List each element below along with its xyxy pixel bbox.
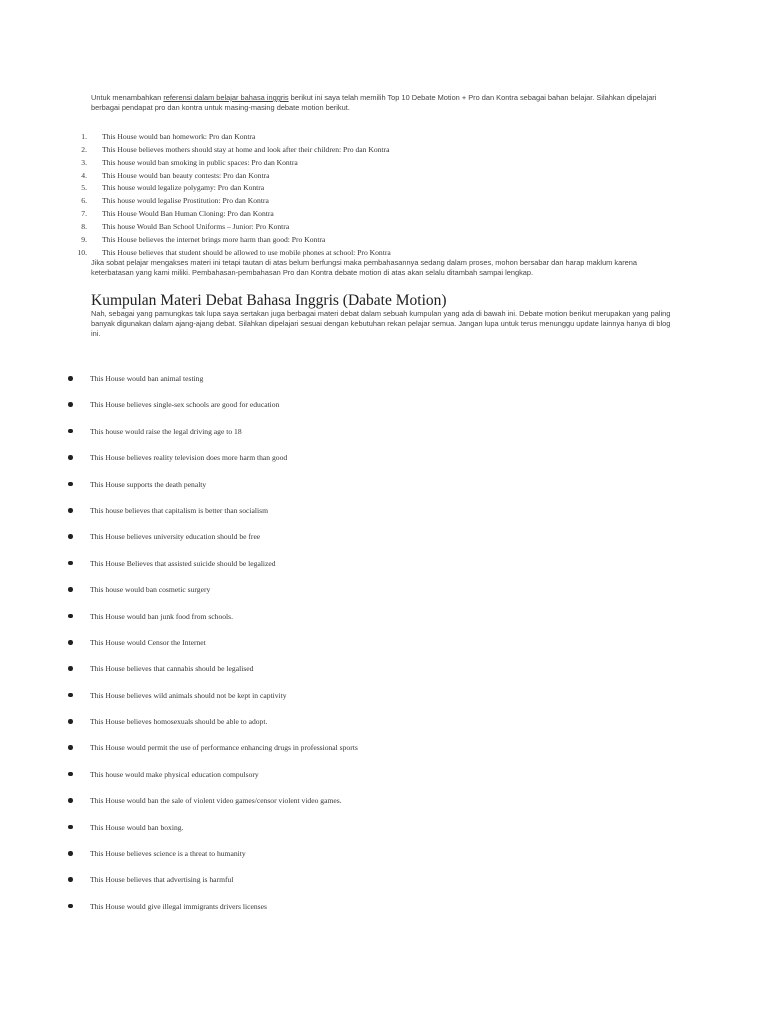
bullet-icon [68, 719, 73, 724]
item-number: 4. [81, 170, 87, 180]
intro-text-before-link: Untuk menambahkan [91, 93, 164, 102]
motion-text: This House would ban junk food from schools. [90, 611, 234, 621]
item-number: 10. [77, 247, 87, 257]
item-text: This house would legalise Prostitution: Pro dan Kontra [102, 196, 269, 206]
bullet-icon [68, 772, 73, 777]
motion-item [60, 770, 680, 796]
bullet-icon [68, 402, 73, 407]
list-item[interactable] [70, 131, 690, 144]
motion-text: This house would make physical education compulsory [90, 769, 259, 779]
motion-text: This House Believes that assisted suicide should be legalized [90, 558, 276, 568]
motion-text: This House would ban the sale of violent video games/censor violent video games. [90, 796, 342, 806]
bullet-icon [68, 693, 73, 698]
intro-text-after-link: berikut ini saya telah memilih Top 10 Debate Motion + Pro dan Kontra sebagai bahan belajar. Silahkan dipelajari berbagai pendapat pro dan kontra untuk masing-masing debate motion berikut. [91, 93, 657, 112]
bullet-icon [68, 455, 73, 460]
motion-item [60, 559, 680, 585]
motion-text: This House believes wild animals should not be kept in captivity [90, 690, 287, 700]
motion-text: This House believes homosexuals should be able to adopt. [90, 717, 268, 727]
item-text: This house would ban smoking in public spaces: Pro dan Kontra [102, 157, 298, 167]
motion-item [60, 585, 680, 611]
motion-text: This House would ban boxing. [90, 822, 184, 832]
motion-item [60, 400, 680, 426]
list-item[interactable] [70, 157, 690, 170]
reference-link[interactable]: referensi dalam belajar bahasa inggris [163, 93, 289, 102]
motion-text: This House believes reality television does more harm than good [90, 453, 288, 463]
motion-item [60, 849, 680, 875]
motion-text: This House believes that advertising is harmful [90, 875, 234, 885]
motion-text: This House believes single-sex schools are good for education [90, 400, 280, 410]
list-item[interactable] [70, 234, 690, 247]
item-number: 6. [81, 196, 87, 206]
bullet-icon [68, 561, 73, 566]
motion-text: This House would ban animal testing [90, 374, 204, 383]
motion-text: This House believes science is a threat to humanity [90, 849, 246, 859]
item-text: This House believes the internet brings more harm than good: Pro Kontra [102, 234, 326, 244]
item-number: 8. [81, 221, 87, 231]
list-item[interactable] [70, 208, 690, 221]
item-number: 2. [81, 144, 87, 154]
item-text: This House believes mothers should stay at home and look after their children: Pro dan Kontra [102, 144, 390, 154]
bullet-icon [68, 614, 73, 619]
section-heading: Kumpulan Materi Debat Bahasa Inggris (Dabate Motion) [91, 292, 447, 309]
bullet-icon [68, 640, 73, 645]
item-number: 1. [81, 132, 87, 141]
motion-item [60, 427, 680, 453]
item-text: This House Would Ban Human Cloning: Pro dan Kontra [102, 209, 274, 219]
motion-item [60, 453, 680, 479]
motion-text: This House supports the death penalty [90, 479, 207, 489]
list-item[interactable] [70, 182, 690, 195]
motion-text: This House believes university education should be free [90, 532, 261, 542]
motion-item [60, 638, 680, 664]
item-number: 3. [81, 157, 87, 167]
debate-motion-list [60, 374, 680, 928]
motion-text: This House would Censor the Internet [90, 637, 206, 647]
motion-item [60, 374, 680, 400]
item-text: This House would ban beauty contests: Pro dan Kontra [102, 170, 270, 180]
motion-item [60, 480, 680, 506]
bullet-icon [68, 798, 73, 803]
motion-item [60, 664, 680, 690]
motion-item [60, 902, 680, 928]
motion-text: This house would ban cosmetic surgery [90, 585, 211, 595]
motion-text: This House believes that cannabis should be legalised [90, 664, 254, 674]
motion-text: This house believes that capitalism is better than socialism [90, 505, 268, 515]
bullet-icon [68, 745, 73, 750]
item-text: This house Would Ban School Uniforms – Junior: Pro Kontra [102, 221, 290, 231]
motion-item [60, 717, 680, 743]
bullet-icon [68, 482, 73, 487]
motion-item [60, 691, 680, 717]
bullet-icon [68, 534, 73, 539]
bullet-icon [68, 376, 73, 381]
motion-item [60, 823, 680, 849]
availability-note: Jika sobat pelajar mengakses materi ini tetapi tautan di atas belum berfungsi maka pembahasannya sedang dalam proses, mohon bersabar dan harap maklum karena keterbatasan yang kami miliki. Pembahasan-pembahasan Pro dan Kontra debate motion di atas akan selalu ditambah sampai lengkap. [91, 258, 637, 277]
top-10-motion-list [70, 131, 690, 259]
list-item[interactable] [70, 170, 690, 183]
bullet-icon [68, 666, 73, 671]
item-text: This House would ban homework: Pro dan Kontra [102, 132, 256, 141]
motion-text: This House would give illegal immigrants drivers licenses [90, 901, 267, 911]
motion-item [60, 875, 680, 901]
list-item[interactable] [70, 221, 690, 234]
bullet-icon [68, 877, 73, 882]
list-item[interactable] [70, 144, 690, 157]
motion-text: This house would raise the legal driving age to 18 [90, 426, 242, 436]
bullet-icon [68, 851, 73, 856]
bullet-icon [68, 508, 73, 513]
item-number: 5. [81, 183, 87, 193]
motion-item [60, 796, 680, 822]
item-text: This House believes that student should be allowed to use mobile phones at school: Pro Kontra [102, 247, 391, 257]
motion-item [60, 532, 680, 558]
list-item[interactable] [70, 195, 690, 208]
intro-paragraph [91, 93, 681, 113]
item-text: This house would legalize polygamy: Pro dan Kontra [102, 183, 265, 193]
motion-item [60, 743, 680, 769]
bullet-icon [68, 429, 73, 434]
bullet-icon [68, 904, 73, 909]
item-number: 9. [81, 234, 87, 244]
motion-item [60, 612, 680, 638]
bullet-icon [68, 587, 73, 592]
motion-text: This House would permit the use of performance enhancing drugs in professional sports [90, 743, 358, 753]
bullet-icon [68, 825, 73, 830]
section-intro-paragraph: Nah, sebagai yang pamungkas tak lupa saya sertakan juga berbagai materi debat dalam sebuah kumpulan yang ada di bawah ini. Debate motion berikut merupakan yang paling banyak digunakan dalam ajang-ajang debat. Silahkan dipelajari sesuai dengan kebutuhan rekan pelajar semua. Jangan lupa untuk terus menunggu update lainnya hanya di blog ini. [91, 309, 671, 338]
item-number: 7. [81, 209, 87, 219]
motion-item [60, 506, 680, 532]
